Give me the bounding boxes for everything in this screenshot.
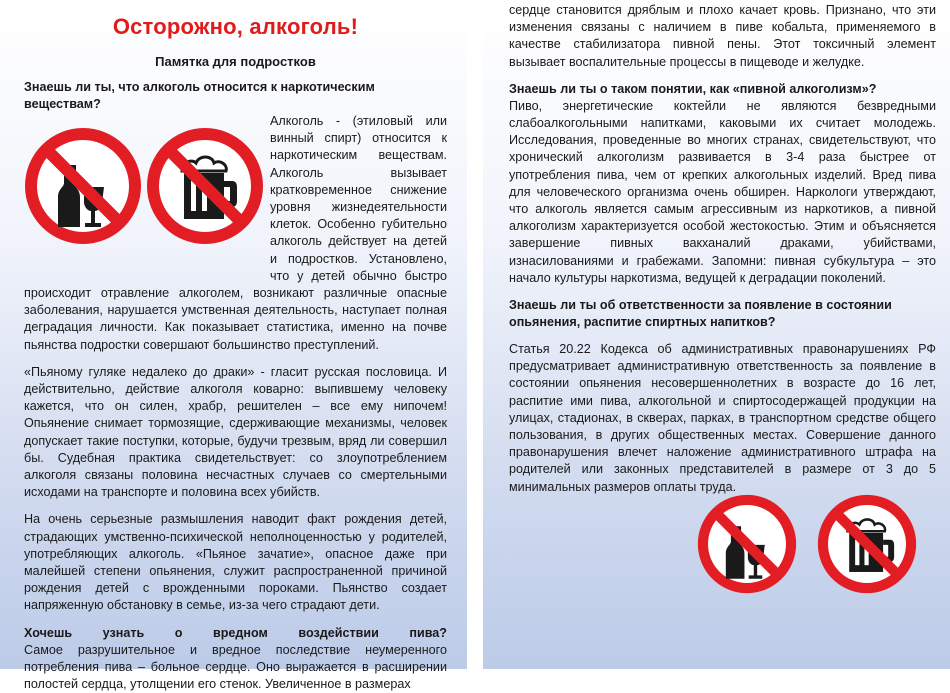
no-beer-sign-icon [146, 127, 264, 245]
question-beer-alcoholism: Знаешь ли ты о таком понятии, как «пивной алкоголизм»? [509, 81, 877, 96]
left-column [0, 0, 467, 692]
paragraph-beer-alcoholism: Пиво, энергетические коктейли не являются безвредными слабоалкогольными напитками, каковыми их считает молодежь. Исследования, проведенные во многих странах, свидетельствуют, что хронический алкоголизм развивается в 3-4 раза быстрее от употребления пива, чем от крепких алкогольных изделий. Вред пива для человеческого организма очень обширен. Наркологи утверждают, что алкоголь является самым агрессивным из наркотиков, а пивной алкоголизм характеризуется особой жестокостью. Этим и объясняется завершение пивных вакханалий драками, убийствами, изнасилованиями и грабежами. Запомни: пивная субкультура – это начало культуры наркотизма, ведущей к деградации поколений. [509, 98, 936, 285]
question-responsibility: Знаешь ли ты об ответственности за появление в состоянии опьянения, распитие спиртных напитков? [509, 298, 892, 330]
paragraph-law-article: Статья 20.22 Кодекса об административных правонарушениях РФ предусматривает административную ответственность за появление в состоянии опьянения несовершеннолетних в возрасте до 16 лет, распитие ими пива, алкогольной и спиртосодержащей продукции на улицах, стадионах, в скверах, парках, в транспортном средстве общего пользования, в других общественных местах. Совершение данного правонарушения влечет наложение административного штрафа на родителей или законных представителей в размере от 3 до 5 минимальных размеров оплаты труда. [509, 342, 936, 494]
question-beer-harm: Хочешь узнать о вредном воздействии пива? [24, 625, 447, 640]
no-bottle-sign-icon [697, 494, 797, 594]
paragraph-beer-heart: Самое разрушительное и вредное последствие неумеренного потребления пива – больное сердце. Оно выражается в расширении полостей сердца, утолщении его стенок. Увеличенное в размерах [24, 642, 447, 692]
page-subtitle: Памятка для подростков [155, 54, 316, 69]
no-alcohol-signs [24, 117, 264, 277]
paragraph-children: На очень серьезные размышления наводит факт рождения детей, страдающих умственно-психической неполноценностью у родителей, употребляющих алкоголь. «Пьяное зачатие», опасное даже при малейшей степени опьянения, служит распространенной причиной рождения детей с врожденными пороками. Пьянство создает напряженную обстановку в семье, из-за чего страдают дети. [24, 512, 447, 613]
paragraph-proverb: «Пьяному гуляке недалеко до драки» - гласит русская пословица. И действительно, действие алкоголя коварно: выпившему человеку кажется, что он силен, храбр, решителен – все ему нипочем! Опьянение снимает тормозящие, сдерживающие механизмы, человек допускает такие поступки, которые, будучи трезвым, вряд ли совершил бы. Судебная практика свидетельствует: со злоупотреблением алкоголя связаны половина несчастных случаев со смертельными исходами на транспорте и половина всех убийств. [24, 364, 447, 500]
right-column [483, 0, 950, 669]
no-alcohol-signs-bottom [697, 494, 937, 594]
column-divider [467, 0, 483, 669]
no-bottle-sign-icon [24, 127, 142, 245]
no-beer-sign-icon [817, 494, 917, 594]
question-narcotic: Знаешь ли ты, что алкоголь относится к наркотическим веществам? [24, 80, 375, 111]
page-title: Осторожно, алкоголь! [112, 14, 359, 39]
paragraph-beer-heart-continued: сердце становится дряблым и плохо качает кровь. Признано, что эти изменения связаны с наличием в пиве кобальта, применяемого в качестве стабилизатора пивной пены. Этот токсичный элемент вызывает воспалительные процессы в пищеводе и желудке. [509, 3, 936, 69]
paragraph-alcohol-definition: Алкоголь - (этиловый или винный спирт) относится к наркотическим веществам. Алкоголь вызывает кратковременное снижение уровня жизнедеятельности клеток. Особенно губительно алкоголь действует на детей и подростков. Установлено, что у детей обычно быстро происходит отравление алкоголем, возникают различные опасные заболевания, нарушается умственная деятельность, наступает полная деградация личности. Как показывает статистика, именно на почве пьянства подростки совершают большинство преступлений. [24, 114, 447, 352]
